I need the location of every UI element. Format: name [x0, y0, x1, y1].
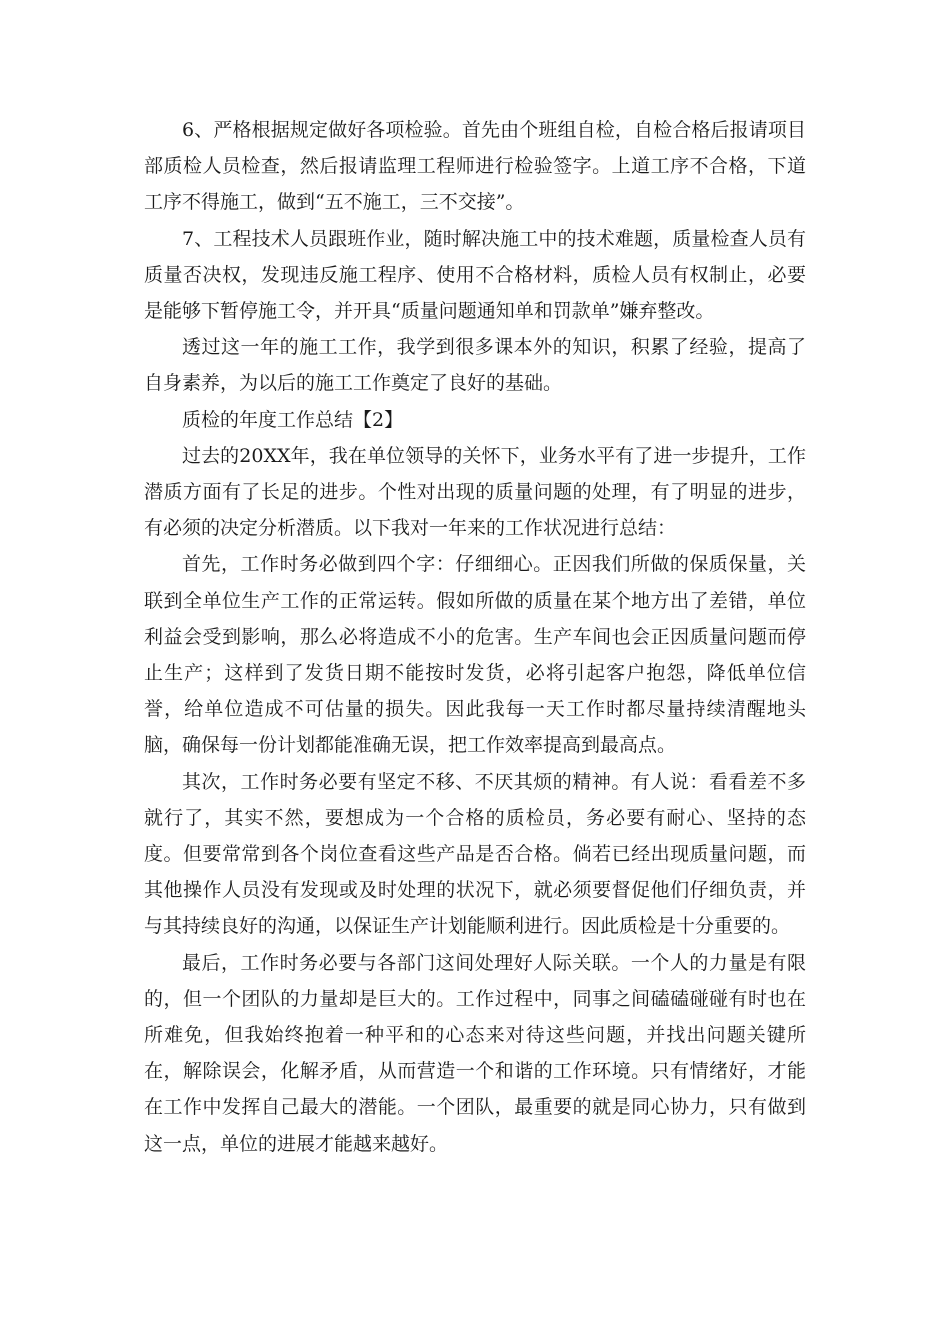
document-body — [144, 112, 806, 1162]
paragraph-second: 其次，工作时务必要有坚定不移、不厌其烦的精神。有人说：看看差不多就行了，其实不然，要想成为一个合格的质检员，务必要有耐心、坚持的态度。但要常常到各个岗位查看这些产品是否合格。倘若已经出现质量问题，而其他操作人员没有发现或及时处理的状况下，就必须要督促他们仔细负责，并与其持续良好的沟通，以保证生产计划能顺利进行。因此质检是十分重要的。 — [144, 770, 806, 938]
paragraph-item-6: 6、严格根据规定做好各项检验。首先由个班组自检，自检合格后报请项目部质检人员检查，然后报请监理工程师进行检验签字。上道工序不合格，下道工序不得施工，做到“五不施工，三不交接”。 — [144, 119, 806, 214]
paragraph-summary: 透过这一年的施工工作，我学到很多课本外的知识，积累了经验，提高了自身素养，为以后的施工工作奠定了良好的基础。 — [144, 336, 806, 395]
paragraph-last: 最后，工作时务必要与各部门这间处理好人际关联。一个人的力量是有限的，但一个团队的力量却是巨大的。工作过程中，同事之间磕磕碰碰有时也在所难免，但我始终抱着一种平和的心态来对待这些问题，并找出问题关键所在，解除误会，化解矛盾，从而营造一个和谐的工作环境。只有情绪好，才能在工作中发挥自己最大的潜能。一个团队，最重要的就是同心协力，只有做到这一点，单位的进展才能越来越好。 — [144, 951, 806, 1155]
section-heading: 质检的年度工作总结【2】 — [182, 408, 404, 431]
paragraph-item-7: 7、工程技术人员跟班作业，随时解决施工中的技术难题，质量检查人员有质量否决权，发现违反施工程序、使用不合格材料，质检人员有权制止，必要是能够下暂停施工令，并开具“质量问题通知单和罚款单”嫌弃整改。 — [144, 227, 806, 323]
paragraph-intro: 过去的20XX年，我在单位领导的关怀下，业务水平有了进一步提升，工作潜质方面有了长足的进步。个性对出现的质量问题的处理，有了明显的进步，有必须的决定分析潜质。以下我对一年来的工作状况进行总结： — [144, 444, 806, 540]
paragraph-first: 首先，工作时务必做到四个字：仔细细心。正因我们所做的保质保量，关联到全单位生产工作的正常运转。假如所做的质量在某个地方出了差错，单位利益会受到影响，那么必将造成不小的危害。生产车间也会正因质量问题而停止生产；这样到了发货日期不能按时发货，必将引起客户抱怨，降低单位信誉，给单位造成不可估量的损失。因此我每一天工作时都尽量持续清醒地头脑，确保每一份计划都能准确无误，把工作效率提高到最高点。 — [144, 553, 806, 757]
